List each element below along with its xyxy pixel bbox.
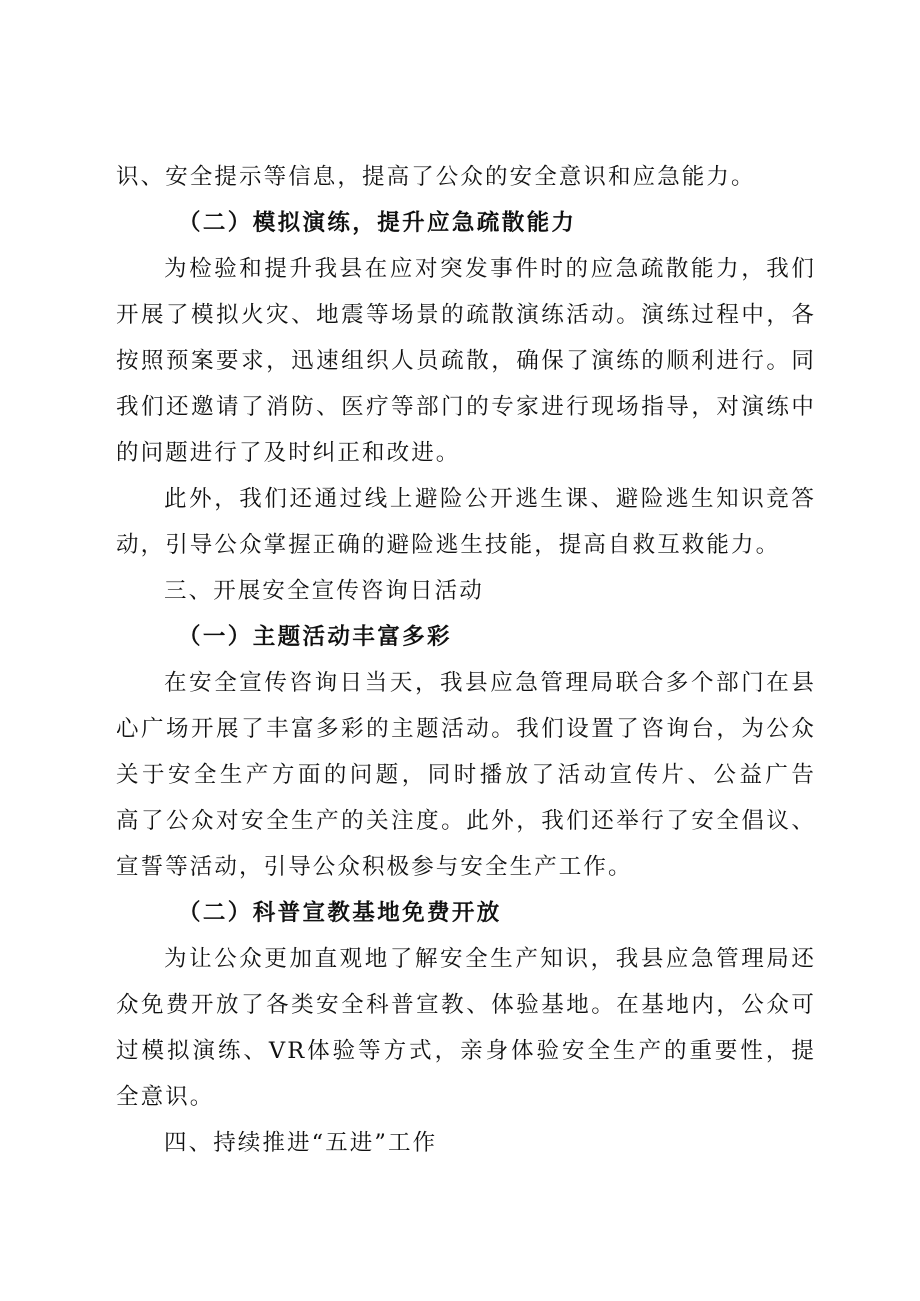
paragraph-line: 的问题进行了及时纠正和改进。 <box>116 440 461 466</box>
paragraph-line: 为让公众更加直观地了解安全生产知识，我县应急管理局还 <box>164 946 816 972</box>
paragraph-line: 识、安全提示等信息，提高了公众的安全意识和应急能力。 <box>116 164 756 190</box>
section-title: 四、持续推进“五进”工作 <box>164 1130 438 1156</box>
paragraph-line: 关于安全生产方面的问题，同时播放了活动宣传片、公益广告 <box>116 762 816 788</box>
paragraph-line: 为检验和提升我县在应对突发事件时的应急疏散能力，我们 <box>164 256 816 282</box>
section-heading: （二）模拟演练，提升应急疏散能力 <box>178 210 577 236</box>
paragraph-line: 开展了模拟火灾、地震等场景的疏散演练活动。演练过程中，各 <box>116 302 816 328</box>
section-heading: （一）主题活动丰富多彩 <box>178 624 452 650</box>
paragraph-line: 动，引导公众掌握正确的避险逃生技能，提高自救互救能力。 <box>116 532 781 558</box>
paragraph-line: 全意识。 <box>116 1084 215 1110</box>
paragraph-line: 按照预案要求，迅速组织人员疏散，确保了演练的顺利进行。同 <box>116 348 816 374</box>
section-heading: （二）科普宣教基地免费开放 <box>178 900 502 926</box>
paragraph-line: 过模拟演练、VR体验等方式，亲身体验安全生产的重要性，提 <box>116 1038 816 1064</box>
paragraph-line: 在安全宣传咨询日当天，我县应急管理局联合多个部门在县 <box>164 670 816 696</box>
paragraph-line: 宣誓等活动，引导公众积极参与安全生产工作。 <box>116 854 633 880</box>
paragraph-line: 心广场开展了丰富多彩的主题活动。我们设置了咨询台，为公众 <box>116 716 816 742</box>
paragraph-line: 此外，我们还通过线上避险公开逃生课、避险逃生知识竞答 <box>164 486 816 512</box>
paragraph-line: 我们还邀请了消防、医疗等部门的专家进行现场指导，对演练中 <box>116 394 816 420</box>
paragraph-line: 众免费开放了各类安全科普宣教、体验基地。在基地内，公众可 <box>116 992 816 1018</box>
paragraph-line: 高了公众对安全生产的关注度。此外，我们还举行了安全倡议、 <box>116 808 816 834</box>
section-title: 三、开展安全宣传咨询日活动 <box>164 578 484 604</box>
